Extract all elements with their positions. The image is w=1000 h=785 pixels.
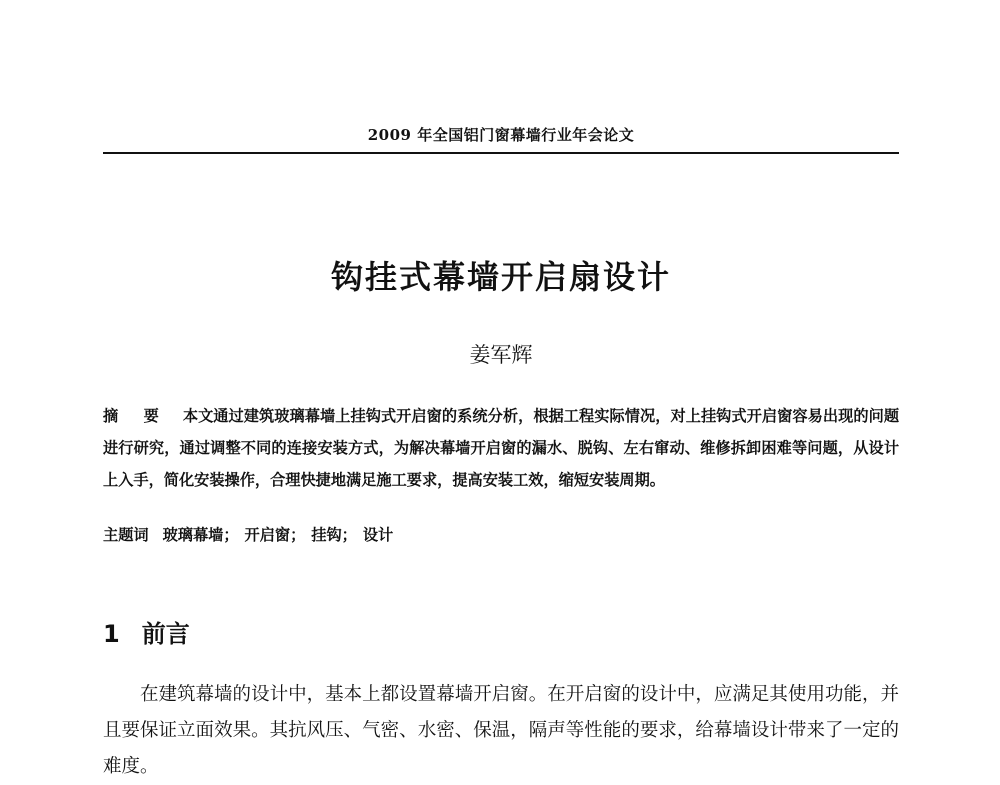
keyword: 设计 [362, 526, 394, 544]
keyword-separator: ； [341, 526, 357, 544]
keyword: 玻璃幕墙 [162, 526, 224, 544]
running-head: 2009 年全国铝门窗幕墙行业年会论文 [367, 126, 635, 144]
section-number: 1 [103, 620, 120, 648]
abstract-label: 摘 要 [103, 407, 169, 425]
abstract [103, 400, 899, 496]
author-name: 姜军辉 [469, 343, 533, 367]
keyword-separator: ； [290, 526, 306, 544]
keyword: 开启窗 [244, 526, 291, 544]
keywords-label: 主题词 [103, 526, 149, 544]
header-rule [103, 152, 899, 154]
abstract-text: 本文通过建筑玻璃幕墙上挂钩式开启窗的系统分析，根据工程实际情况，对上挂钩式开启窗容易出现的问题进行研究，通过调整不同的连接安装方式，为解决幕墙开启窗的漏水、脱钩、左右窜动、维修拆卸困难等问题，从设计上入手，简化安装操作，合理快捷地满足施工要求，提高安装工效，缩短安装周期。 [103, 407, 900, 489]
keyword: 挂钩 [311, 526, 342, 544]
keywords [103, 521, 899, 549]
section-title: 前言 [141, 620, 190, 648]
keyword-separator: ； [223, 526, 239, 544]
section-paragraph: 在建筑幕墙的设计中，基本上都设置幕墙开启窗。在开启窗的设计中，应满足其使用功能，并且要保证立面效果。其抗风压、气密、水密、保温，隔声等性能的要求，给幕墙设计带来了一定的难度。 [103, 684, 899, 777]
section-heading [103, 614, 190, 649]
paper-title: 钩挂式幕墙开启扇设计 [330, 258, 671, 296]
